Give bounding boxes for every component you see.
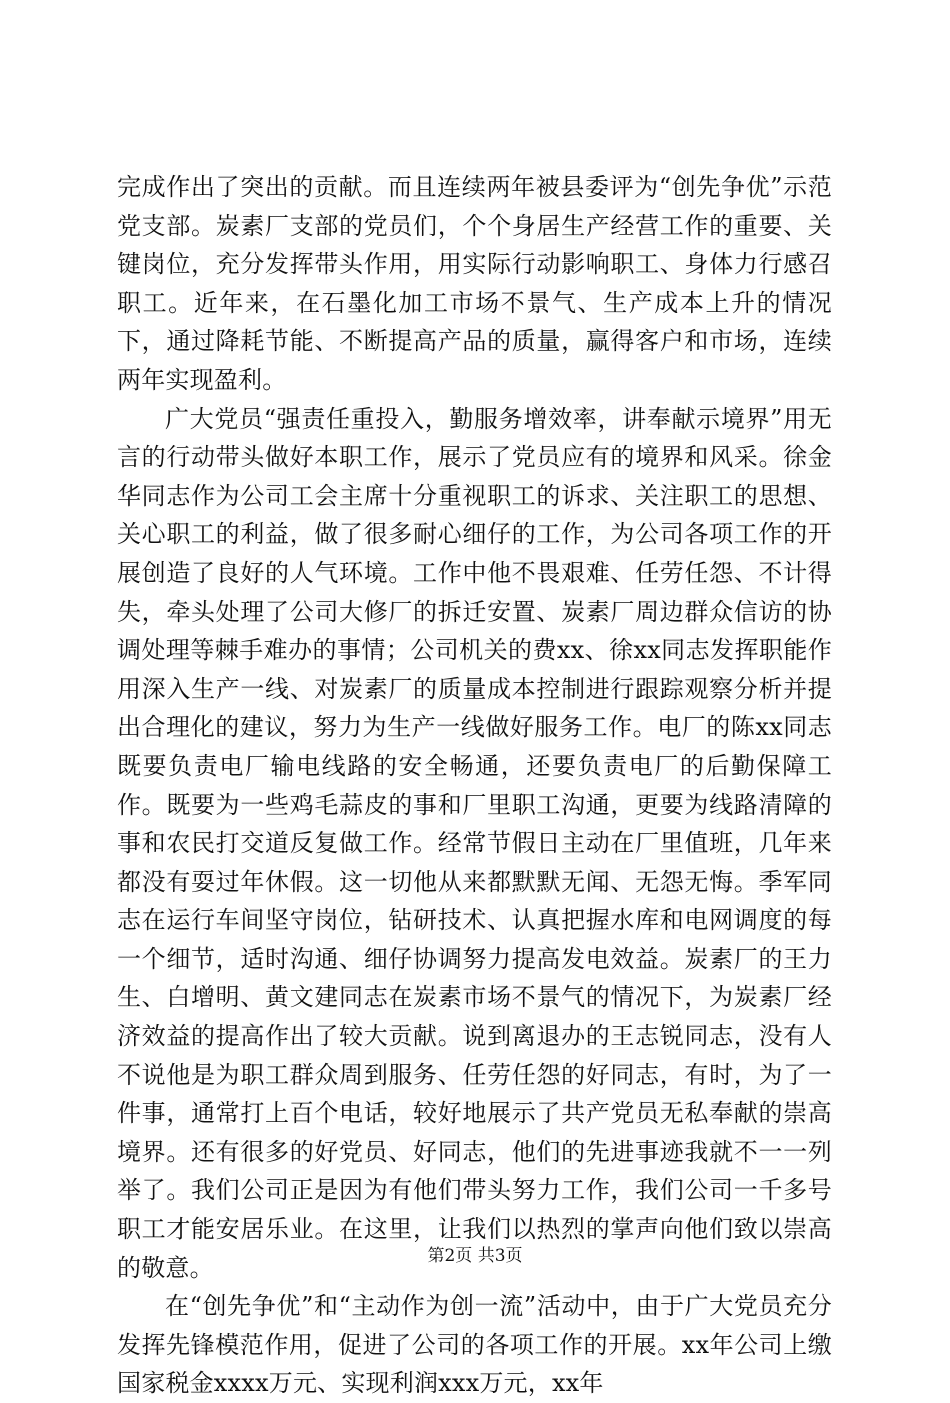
paragraph-1: 完成作出了突出的贡献。而且连续两年被县委评为“创先争优”示范党支部。炭素厂支部的党员们，个个身居生产经营工作的重要、关键岗位，充分发挥带头作用，用实际行动影响职工、身体力行感召职工。近年来，在石墨化加工市场不景气、生产成本上升的情况下，通过降耗节能、不断提高产品的质量，赢得客户和市场，连续两年实现盈利。: [117, 173, 832, 394]
paragraph-2: 广大党员“强责任重投入，勤服务增效率，讲奉献示境界”用无言的行动带头做好本职工作，展示了党员应有的境界和风采。徐金华同志作为公司工会主席十分重视职工的诉求、关注职工的思想、关心职工的利益，做了很多耐心细仔的工作，为公司各项工作的开展创造了良好的人气环境。工作中他不畏艰难、任劳任怨、不计得失，牵头处理了公司大修厂的拆迁安置、炭素厂周边群众信访的协调处理等棘手难办的事情；公司机关的费xx、徐xx同志发挥职能作用深入生产一线、对炭素厂的质量成本控制进行跟踪观察分析并提出合理化的建议，努力为生产一线做好服务工作。电厂的陈xx同志既要负责电厂输电线路的安全畅通，还要负责电厂的后勤保障工作。既要为一些鸡毛蒜皮的事和厂里职工沟通，更要为线路清障的事和农民打交道反复做工作。经常节假日主动在厂里值班，几年来都没有耍过年休假。这一切他从来都默默无闻、无怨无悔。季军同志在运行车间坚守岗位，钻研技术、认真把握水库和电网调度的每一个细节，适时沟通、细仔协调努力提高发电效益。炭素厂的王力生、白增明、黄文建同志在炭素市场不景气的情况下，为炭素厂经济效益的提高作出了较大贡献。说到离退办的王志锐同志，没有人不说他是为职工群众周到服务、任劳任怨的好同志，有时，为了一件事，通常打上百个电话，较好地展示了共产党员无私奉献的崇高境界。还有很多的好党员、好同志，他们的先进事迹我就不一一列举了。我们公司正是因为有他们带头努力工作，我们公司一千多号职工才能安居乐业。在这里，让我们以热烈的掌声向他们致以崇高的敬意。: [117, 404, 832, 1282]
document-body: [117, 168, 832, 1403]
page-number-footer: 第2页 共3页: [427, 1246, 523, 1266]
paragraph-3: 在“创先争优”和“主动作为创一流”活动中，由于广大党员充分发挥先锋模范作用，促进了公司的各项工作的开展。xx年公司上缴国家税金xxxx万元、实现利润xxx万元，xx年: [117, 1292, 832, 1398]
